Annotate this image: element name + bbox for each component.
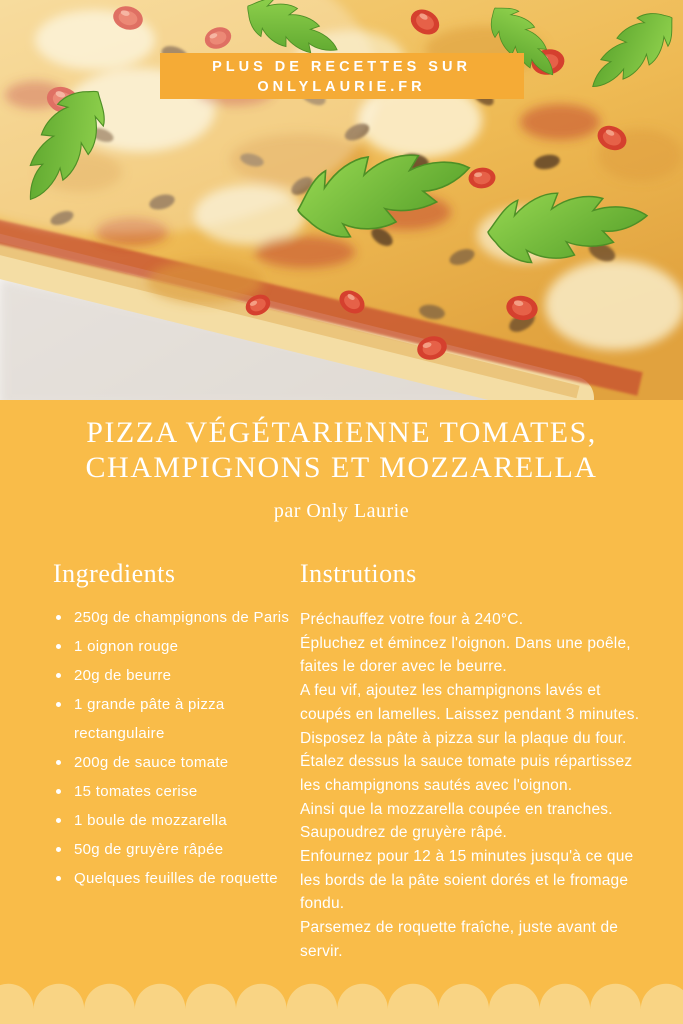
- title-line-1: PIZZA VÉGÉTARIENNE TOMATES,: [86, 416, 597, 449]
- instruction-line: Étalez dessus la sauce tomate puis répartissez: [300, 753, 633, 771]
- ingredient-item: 250g de champignons de Paris: [53, 603, 293, 632]
- pizza-photo: [0, 0, 683, 400]
- instructions-text: [300, 608, 675, 964]
- ingredients-list: [53, 603, 293, 893]
- instruction-line: servir.: [300, 942, 343, 960]
- scallop-shapes: [0, 982, 683, 1024]
- ingredient-item: 1 oignon rouge: [53, 632, 293, 661]
- ingredients-section: [53, 558, 293, 893]
- title-block: [0, 415, 683, 524]
- ingredients-heading: Ingredients: [53, 559, 176, 588]
- ingredient-item: 20g de beurre: [53, 661, 293, 690]
- website-banner[interactable]: [160, 53, 524, 99]
- banner-line-2: ONLYLAURIE.FR: [257, 79, 426, 95]
- scallop-border: [0, 982, 683, 1024]
- ingredient-item: 200g de sauce tomate: [53, 748, 293, 777]
- ingredient-item: Quelques feuilles de roquette: [53, 864, 293, 893]
- ingredient-item: 1 grande pâte à pizza rectangulaire: [53, 690, 293, 748]
- recipe-title: [0, 415, 683, 485]
- instruction-line: Ainsi que la mozzarella coupée en tranches.: [300, 800, 613, 818]
- instruction-line: fondu.: [300, 895, 345, 913]
- instruction-line: les champignons sautés avec l'oignon.: [300, 776, 573, 794]
- instruction-line: Disposez la pâte à pizza sur la plaque du four.: [300, 729, 627, 747]
- instruction-line: Préchauffez votre four à 240°C.: [300, 611, 524, 628]
- instruction-line: Épluchez et émincez l'oignon. Dans une poêle,: [300, 634, 631, 652]
- instructions-section: [300, 558, 675, 964]
- instruction-line: Saupoudrez de gruyère râpé.: [300, 824, 508, 842]
- instruction-line: les bords de la pâte soient dorés et le fromage: [300, 871, 629, 889]
- instruction-line: Parsemez de roquette fraîche, juste avant de: [300, 919, 619, 937]
- byline: par Only Laurie: [273, 500, 410, 522]
- title-line-2: CHAMPIGNONS ET MOZZARELLA: [85, 451, 598, 484]
- instruction-line: A feu vif, ajoutez les champignons lavés et: [300, 682, 601, 700]
- instructions-heading: Instrutions: [300, 559, 417, 588]
- instruction-line: coupés en lamelles. Laissez pendant 3 minutes.: [300, 705, 640, 723]
- banner-line-1: PLUS DE RECETTES SUR: [212, 59, 471, 75]
- instruction-line: faites le dorer avec le beurre.: [300, 658, 507, 676]
- ingredient-item: 15 tomates cerise: [53, 777, 293, 806]
- ingredient-item: 50g de gruyère râpée: [53, 835, 293, 864]
- instruction-line: Enfournez pour 12 à 15 minutes jusqu'à ce que: [300, 848, 634, 866]
- ingredient-item: 1 boule de mozzarella: [53, 806, 293, 835]
